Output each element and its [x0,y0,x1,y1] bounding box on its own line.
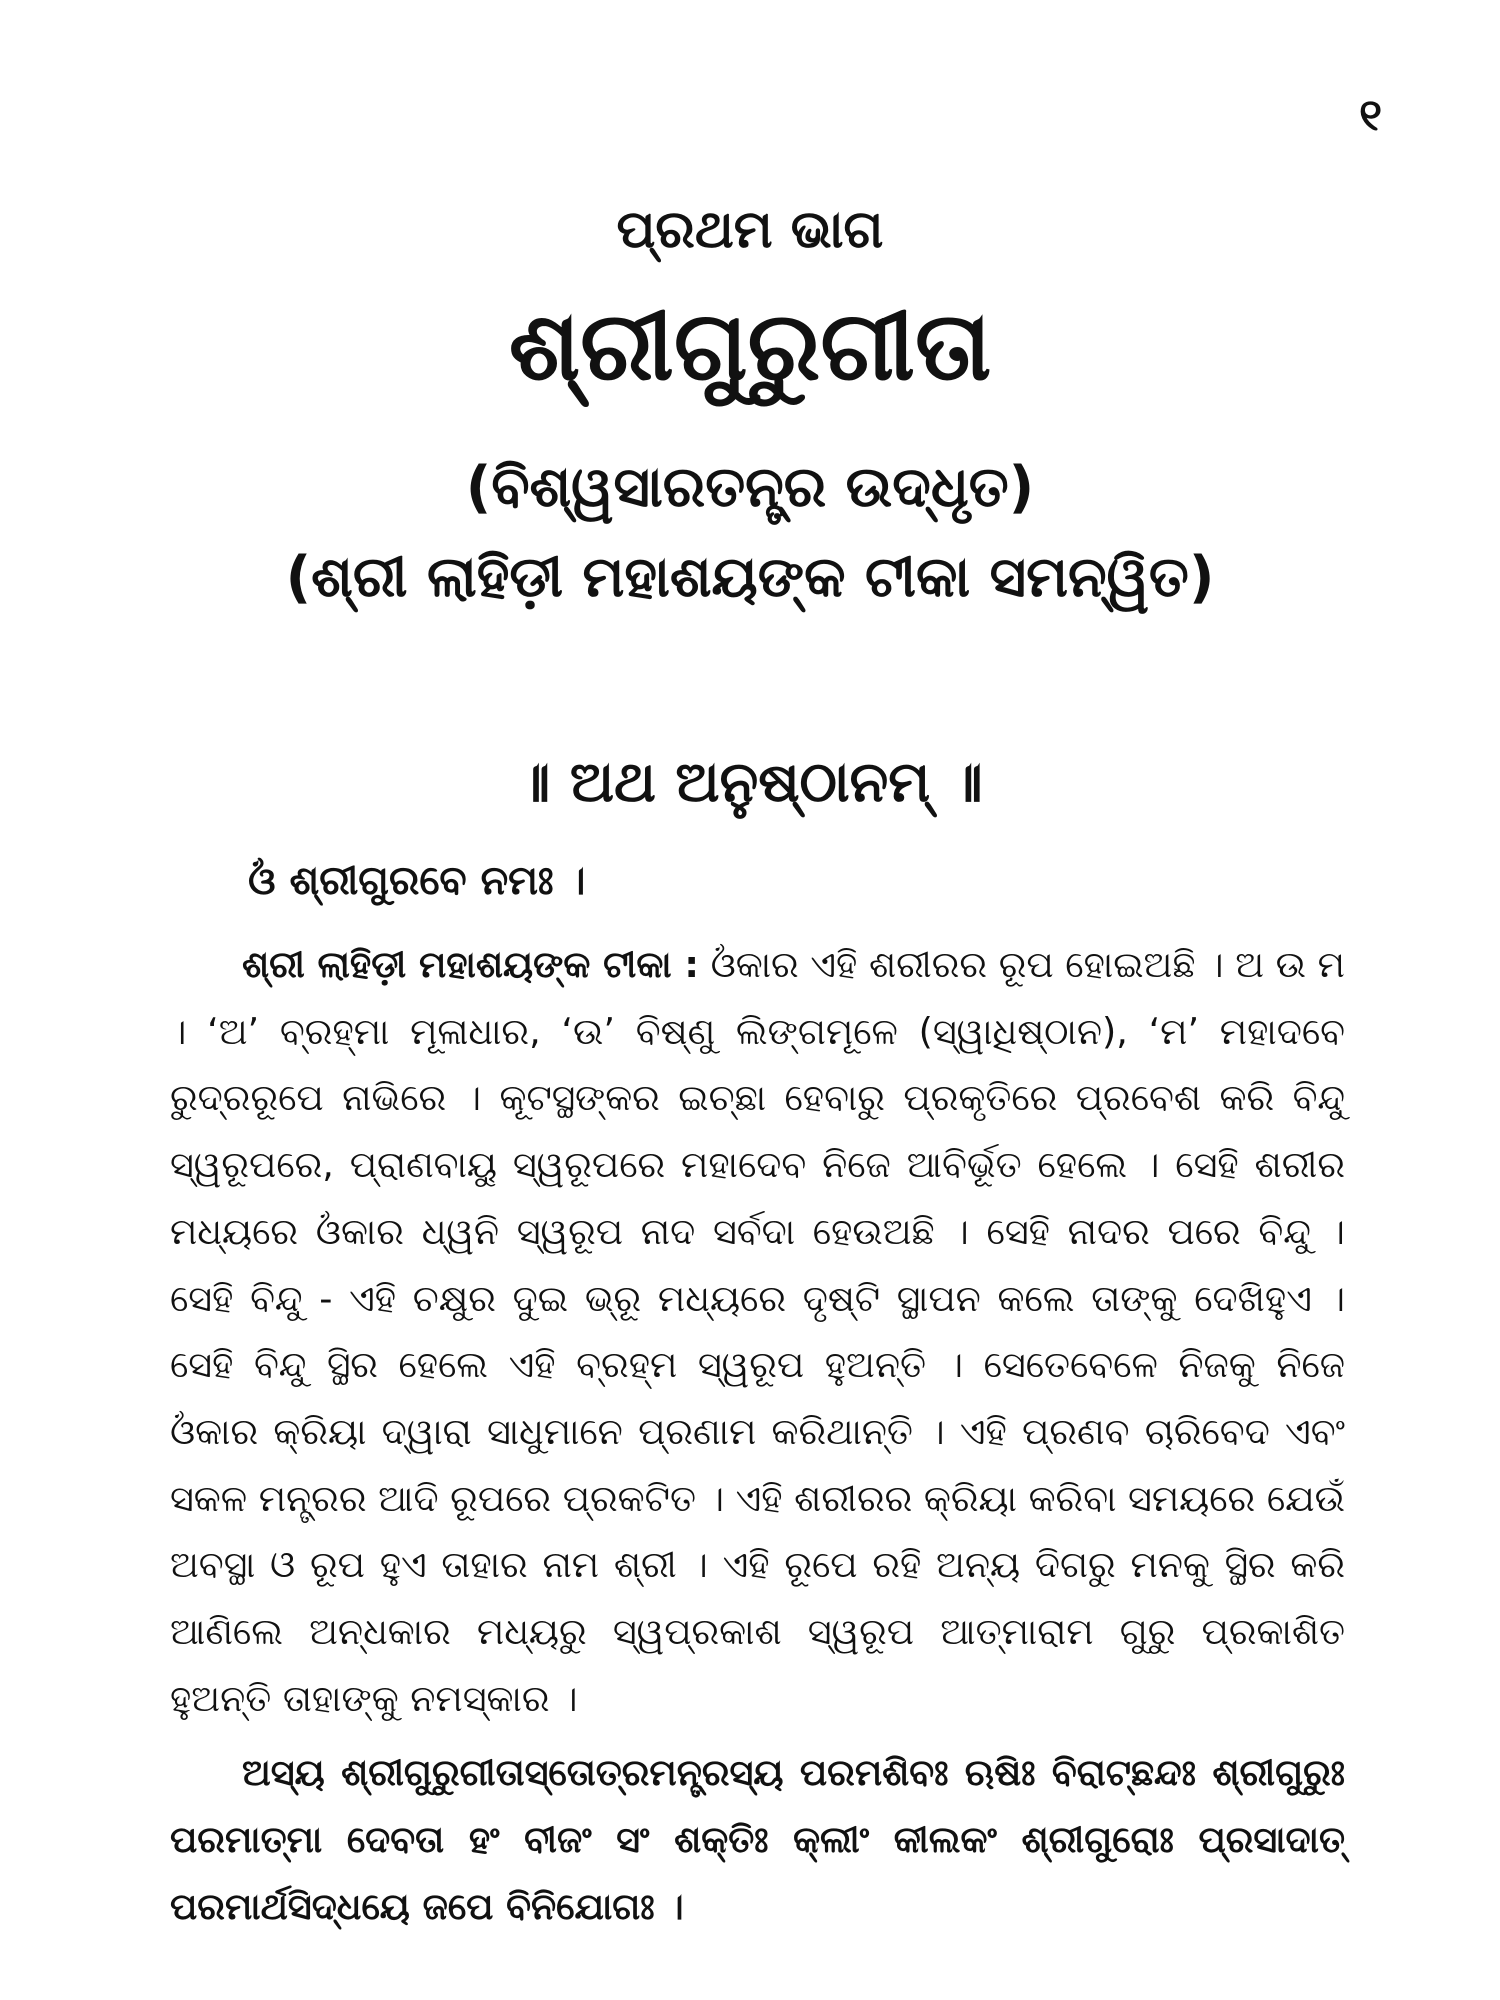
viniyoga-paragraph: ଅସ୍ୟ ଶ୍ରୀଗୁରୁଗୀତାସ୍ତୋତ୍ରମନ୍ତ୍ରସ୍ୟ ପରମଶିବଃ ଋଷିଃ ବିରାଟ୍ଛନ୍ଦଃ ଶ୍ରୀଗୁରୁଃ ପରମାତ୍ମା ଦେବତା ହଂ ବୀଜଂ ସଂ ଶକ୍ତିଃ କ୍ଲୀଂ କୀଲକଂ ଶ୍ରୀଗୁରୋଃ ପ୍ରସାଦାତ୍ ପରମାର୍ଥସିଦ୍ଧୟେ ଜପେ ବିନିଯୋଗଃ । [170,1751,1345,1928]
part-title: ପ୍ରଥମ ଭାଗ [616,200,884,260]
commentary-text: ଓଁକାର ଏହି ଶରୀରର ରୂପ ହୋଇଅଛି । ଅ ଉ ମ । ‘ଅ’ ବ୍ରହ୍ମା ମୂଳାଧାର, ‘ଉ’ ବିଷ୍ଣୁ ଲିଙ୍ଗମୂଳେ (ସ୍ୱାଧିଷ୍ଠାନ), ‘ମ’ ମହାଦବେ ରୁଦ୍ରରୂପେ ନାଭିରେ । କୂଟସ୍ଥଙ୍କର ଇଚ୍ଛା ହେବାରୁ ପ୍ରକୃତିରେ ପ୍ରବେଶ କରି ବିନ୍ଦୁ ସ୍ୱରୂପରେ, ପ୍ରାଣବାୟୁ ସ୍ୱରୂପରେ ମହାଦେବ ନିଜେ ଆବିର୍ଭୂତ ହେଲେ । ସେହି ଶରୀର ମଧ୍ୟରେ ଓଁକାର ଧ୍ୱନି ସ୍ୱରୂପ ନାଦ ସର୍ବଦା ହେଉଅଛି । ସେହି ନାଦର ପରେ ବିନ୍ଦୁ । ସେହି ବିନ୍ଦୁ - ଏହି ଚକ୍ଷୁର ଦୁଇ ଭ୍ରୂ ମଧ୍ୟରେ ଦୃଷ୍ଟି ସ୍ଥାପନ କଲେ ତାଙ୍କୁ ଦେଖିହୁଏ । ସେହି ବିନ୍ଦୁ ସ୍ଥିର ହେଲେ ଏହି ବ୍ରହ୍ମ ସ୍ୱରୂପ ହୁଅନ୍ତି । ସେତେବେଳେ ନିଜକୁ ନିଜେ ଓଁକାର କ୍ରିୟା ଦ୍ୱାରା ସାଧୁମାନେ ପ୍ରଣାମ କରିଥାନ୍ତି । ଏହି ପ୍ରଣବ ଚାରିବେଦ ଏବଂ ସକଳ ମନ୍ତ୍ରର ଆଦି ରୂପରେ ପ୍ରକଟିତ । ଏହି ଶରୀରର କ୍ରିୟା କରିବା ସମୟରେ ଯେଉଁ ଅବସ୍ଥା ଓ ରୂପ ହୁଏ ତାହାର ନାମ ଶ୍ରୀ । ଏହି ରୂପେ ରହି ଅନ୍ୟ ଦିଗରୁ ମନକୁ ସ୍ଥିର କରି ଆଣିଲେ ଅନ୍ଧକାର ମଧ୍ୟରୁ ସ୍ୱପ୍ରକାଶ ସ୍ୱରୂପ ଆତ୍ମାରାମ ଗୁରୁ ପ୍ରକାଶିତ ହୁଅନ୍ତି ତାହାଙ୍କୁ ନମସ୍କାର । [170,943,1345,1720]
section-heading: ॥ ଅଥ ଅନୁଷ୍ଠାନମ୍ ॥ [517,750,983,815]
subtitle-commentary: (ଶ୍ରୀ ଲାହିଡ଼ୀ ମହାଶୟଙ୍କ ଟୀକା ସମନ୍ୱିତ) [285,545,1215,610]
commentary-paragraph [170,932,1345,1732]
book-title: ଶ୍ରୀଗୁରୁଗୀତା [508,290,992,402]
page-number: ୧ [1359,90,1382,141]
subtitle-source: (ବିଶ୍ୱସାରତନ୍ତ୍ର ଉଦ୍ଧୃତ) [465,455,1035,520]
body-text [170,932,1345,1941]
commentary-label: ଶ୍ରୀ ଲାହିଡ଼ୀ ମହାଶୟଙ୍କ ଟୀକା : [242,943,699,986]
invocation-line: ଓଁ ଶ୍ରୀଗୁରବେ ନମଃ । [248,858,586,904]
